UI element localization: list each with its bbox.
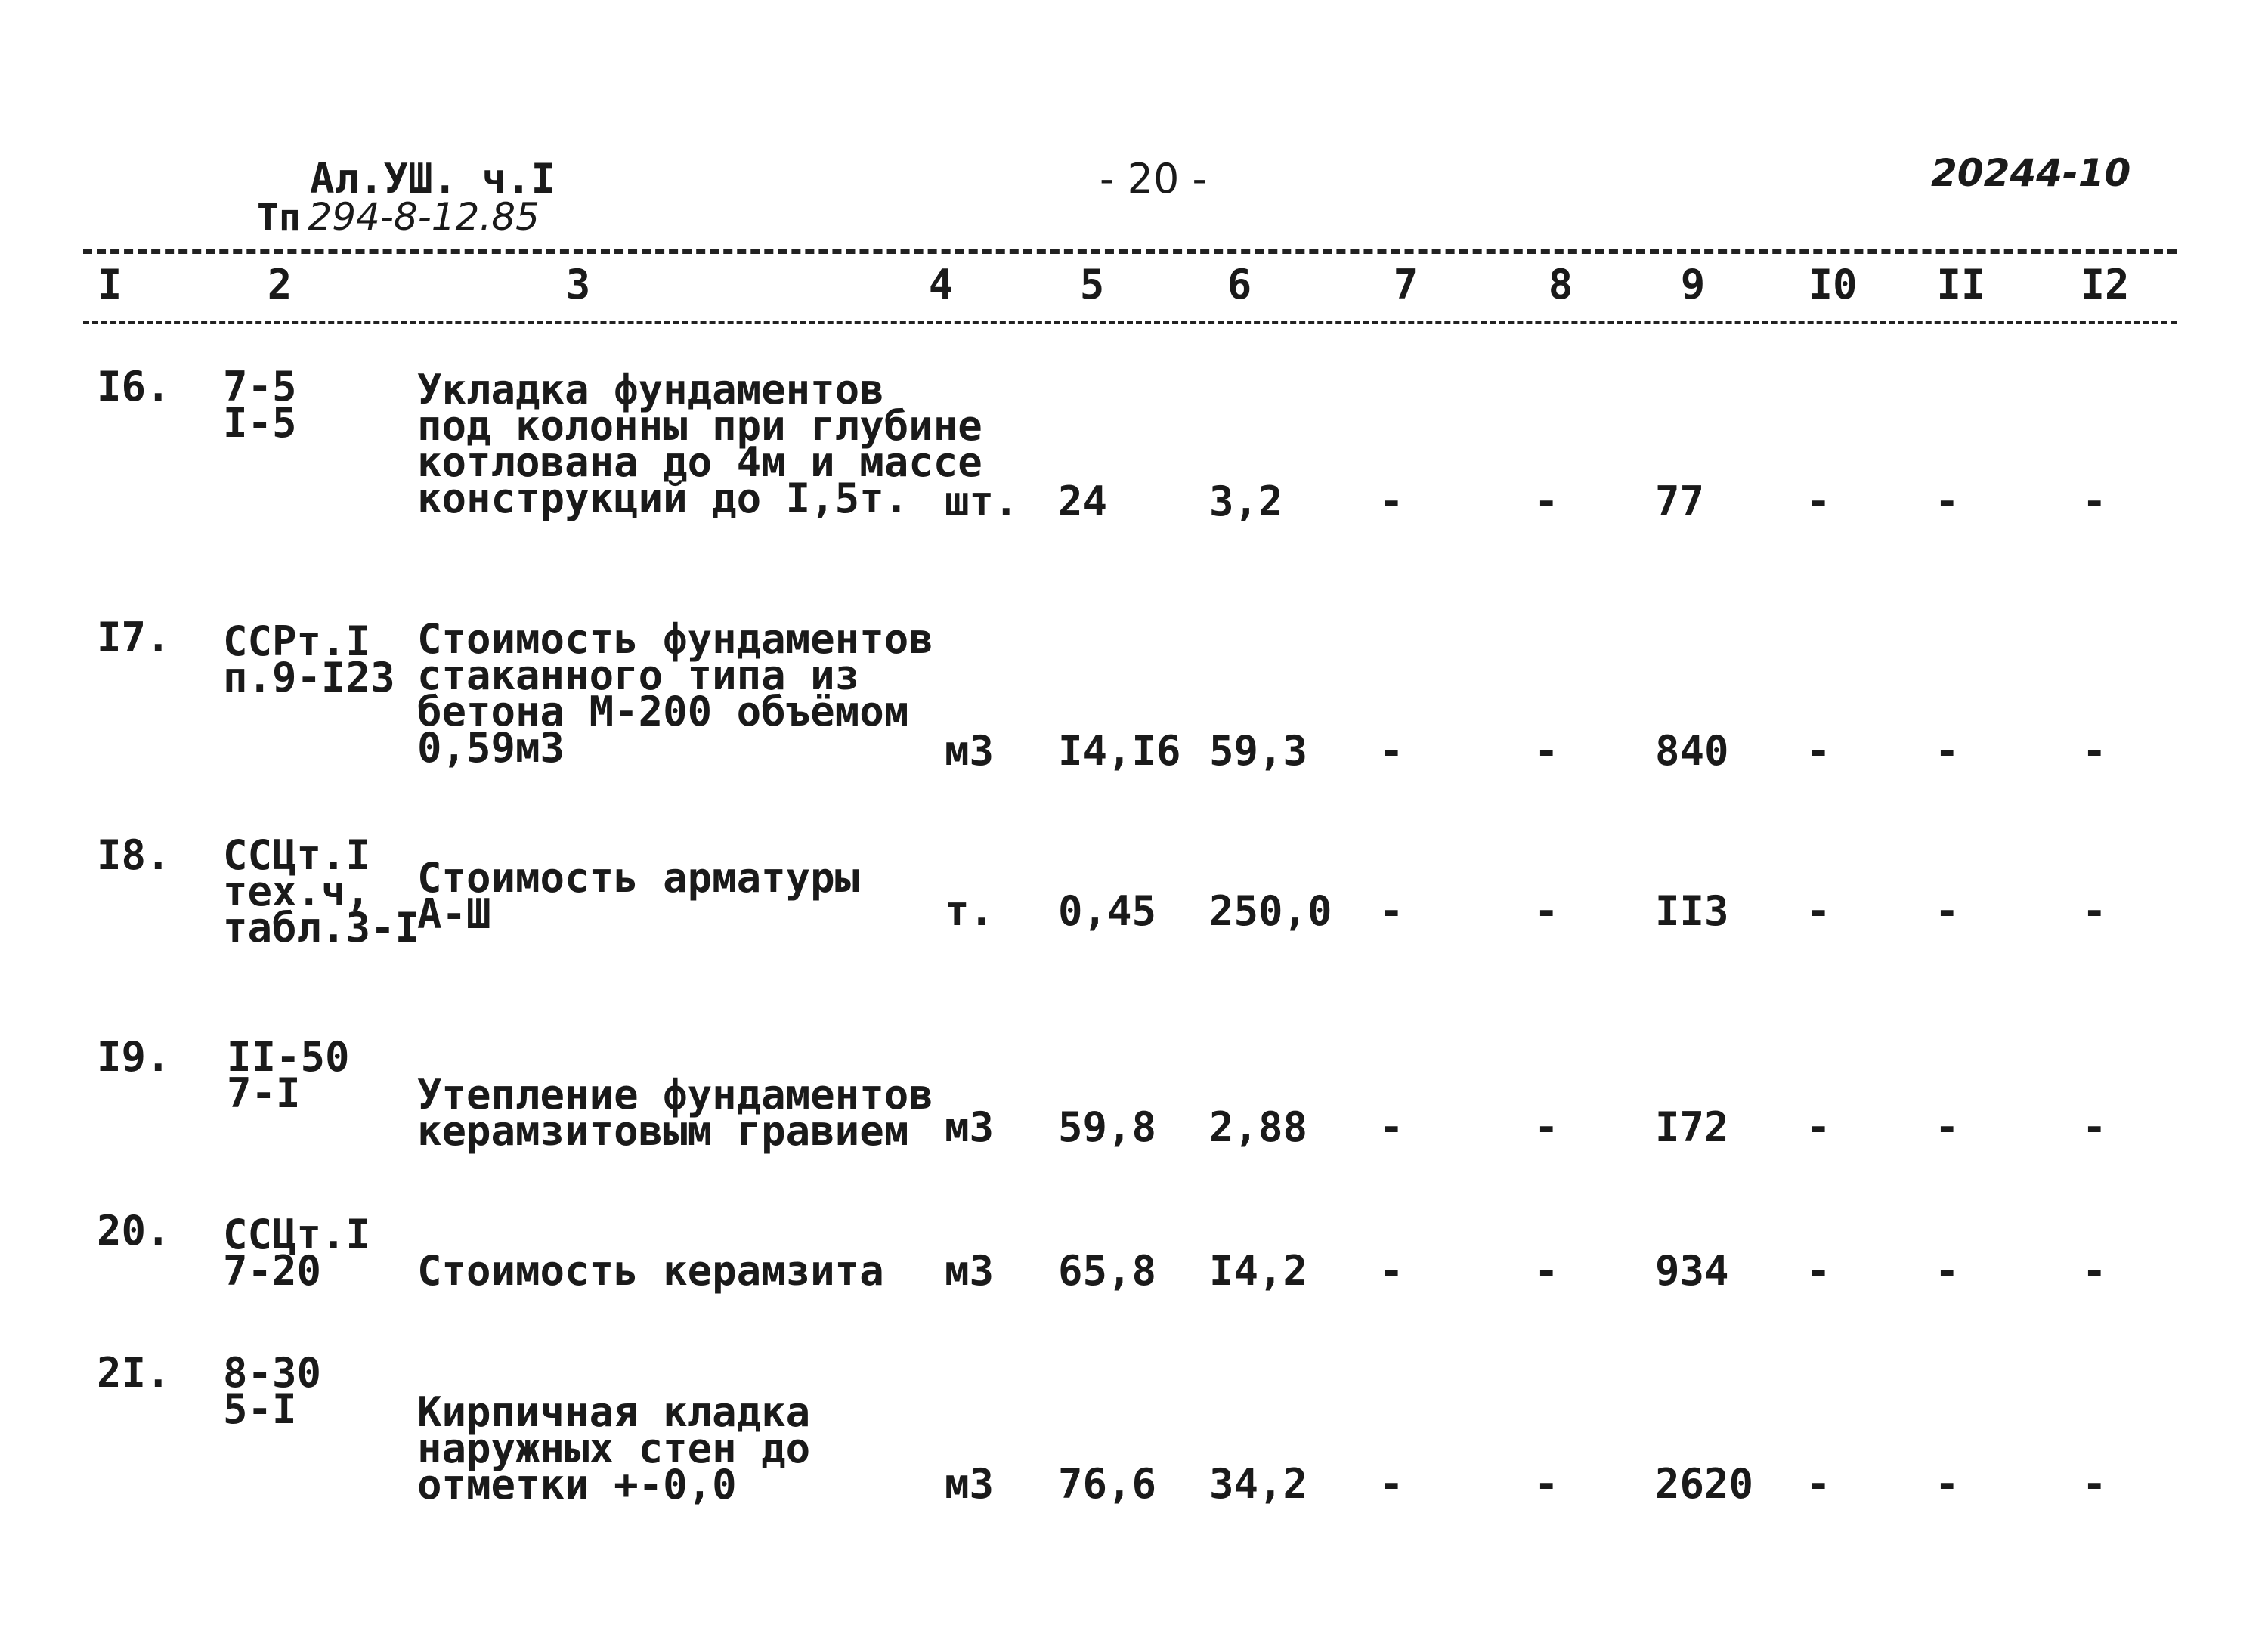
- row-reference: 7-5 I-5: [223, 363, 297, 447]
- row-col10: -: [1806, 887, 1831, 935]
- column-header: 9: [1680, 261, 1706, 308]
- project-number-handwritten: 294-8-12.85: [308, 195, 540, 239]
- column-header: II: [1936, 261, 1986, 308]
- row-total: II3: [1655, 887, 1729, 935]
- column-header: 4: [928, 261, 954, 308]
- row-col10: -: [1806, 1103, 1831, 1151]
- row-quantity: 76,6: [1058, 1460, 1157, 1508]
- row-total: 77: [1655, 478, 1705, 525]
- header-bottom-rule: [83, 321, 2177, 324]
- row-col8: -: [1534, 1103, 1559, 1151]
- row-col7: -: [1379, 1247, 1404, 1295]
- row-col11: -: [1935, 727, 1960, 775]
- row-col10: -: [1806, 727, 1831, 775]
- row-quantity: 59,8: [1058, 1103, 1157, 1151]
- row-col7: -: [1379, 727, 1404, 775]
- row-col10: -: [1806, 478, 1831, 525]
- row-description: Утепление фундаментов керамзитовым гравием: [417, 1071, 933, 1155]
- row-col11: -: [1935, 1460, 1960, 1508]
- row-col12: -: [2082, 887, 2107, 935]
- column-header: 7: [1393, 261, 1419, 308]
- column-header: I2: [2080, 261, 2130, 308]
- row-unit-price: 250,0: [1209, 887, 1332, 935]
- row-col12: -: [2082, 1247, 2107, 1295]
- row-quantity: I4,I6: [1058, 727, 1181, 775]
- row-col12: -: [2082, 1103, 2107, 1151]
- document-number: 20244-10: [1931, 151, 2131, 195]
- row-description: Укладка фундаментов под колонны при глубине котлована до 4м и массе конструкций до I,5т.: [417, 366, 982, 522]
- row-number: I9.: [97, 1033, 171, 1081]
- column-header: I: [97, 261, 122, 308]
- column-header: 2: [267, 261, 292, 308]
- row-col12: -: [2082, 727, 2107, 775]
- row-description: Стоимость арматуры А-Ш: [417, 854, 860, 938]
- project-number: [257, 195, 540, 239]
- row-description: Стоимость керамзита: [417, 1247, 884, 1295]
- row-total: I72: [1655, 1103, 1729, 1151]
- row-col11: -: [1935, 1247, 1960, 1295]
- row-number: I7.: [97, 614, 171, 661]
- row-col8: -: [1534, 478, 1559, 525]
- row-unit: м3: [945, 727, 995, 775]
- row-col12: -: [2082, 478, 2107, 525]
- row-col8: -: [1534, 1460, 1559, 1508]
- row-unit-price: 34,2: [1209, 1460, 1308, 1508]
- document-code: Ал.УШ. ч.I: [310, 155, 556, 203]
- row-unit: м3: [945, 1103, 995, 1151]
- row-reference: 8-30 5-I: [223, 1349, 322, 1433]
- row-reference: II-50 7-I: [227, 1033, 350, 1117]
- column-header: 6: [1227, 261, 1252, 308]
- header-top-rule: [83, 249, 2177, 254]
- row-unit: м3: [945, 1460, 995, 1508]
- row-number: I8.: [97, 831, 171, 879]
- project-prefix: Тп: [257, 196, 301, 239]
- row-col7: -: [1379, 478, 1404, 525]
- row-number: I6.: [97, 363, 171, 410]
- row-col10: -: [1806, 1460, 1831, 1508]
- row-reference: ССРт.I п.9-I23: [223, 617, 395, 701]
- column-header: 8: [1548, 261, 1573, 308]
- row-col8: -: [1534, 1247, 1559, 1295]
- row-col7: -: [1379, 887, 1404, 935]
- row-col11: -: [1935, 887, 1960, 935]
- row-description: Кирпичная кладка наружных стен до отметки +-0,0: [417, 1388, 811, 1508]
- row-col7: -: [1379, 1460, 1404, 1508]
- row-number: 2I.: [97, 1349, 171, 1397]
- column-header: 5: [1079, 261, 1105, 308]
- column-header: 3: [565, 261, 591, 308]
- column-header: I0: [1808, 261, 1858, 308]
- row-unit-price: 3,2: [1209, 478, 1283, 525]
- row-unit-price: I4,2: [1209, 1247, 1308, 1295]
- row-col11: -: [1935, 478, 1960, 525]
- row-col12: -: [2082, 1460, 2107, 1508]
- row-col8: -: [1534, 887, 1559, 935]
- row-unit-price: 2,88: [1209, 1103, 1308, 1151]
- row-col11: -: [1935, 1103, 1960, 1151]
- row-reference: ССЦт.I 7-20: [223, 1211, 371, 1295]
- row-unit: т.: [945, 887, 995, 935]
- row-quantity: 65,8: [1058, 1247, 1157, 1295]
- row-quantity: 24: [1058, 478, 1108, 525]
- page-number: - 20 -: [1100, 155, 1208, 203]
- row-col10: -: [1806, 1247, 1831, 1295]
- row-description: Стоимость фундаментов стаканного типа из бетона М-200 объёмом 0,59м3: [417, 615, 933, 772]
- row-unit-price: 59,3: [1209, 727, 1308, 775]
- row-col7: -: [1379, 1103, 1404, 1151]
- row-reference: ССЦт.I тех.ч, табл.3-I: [223, 831, 420, 951]
- row-total: 2620: [1655, 1460, 1754, 1508]
- row-total: 840: [1655, 727, 1729, 775]
- row-number: 20.: [97, 1207, 171, 1255]
- row-unit: шт.: [945, 478, 1019, 525]
- row-unit: м3: [945, 1247, 995, 1295]
- row-total: 934: [1655, 1247, 1729, 1295]
- row-quantity: 0,45: [1058, 887, 1157, 935]
- row-col8: -: [1534, 727, 1559, 775]
